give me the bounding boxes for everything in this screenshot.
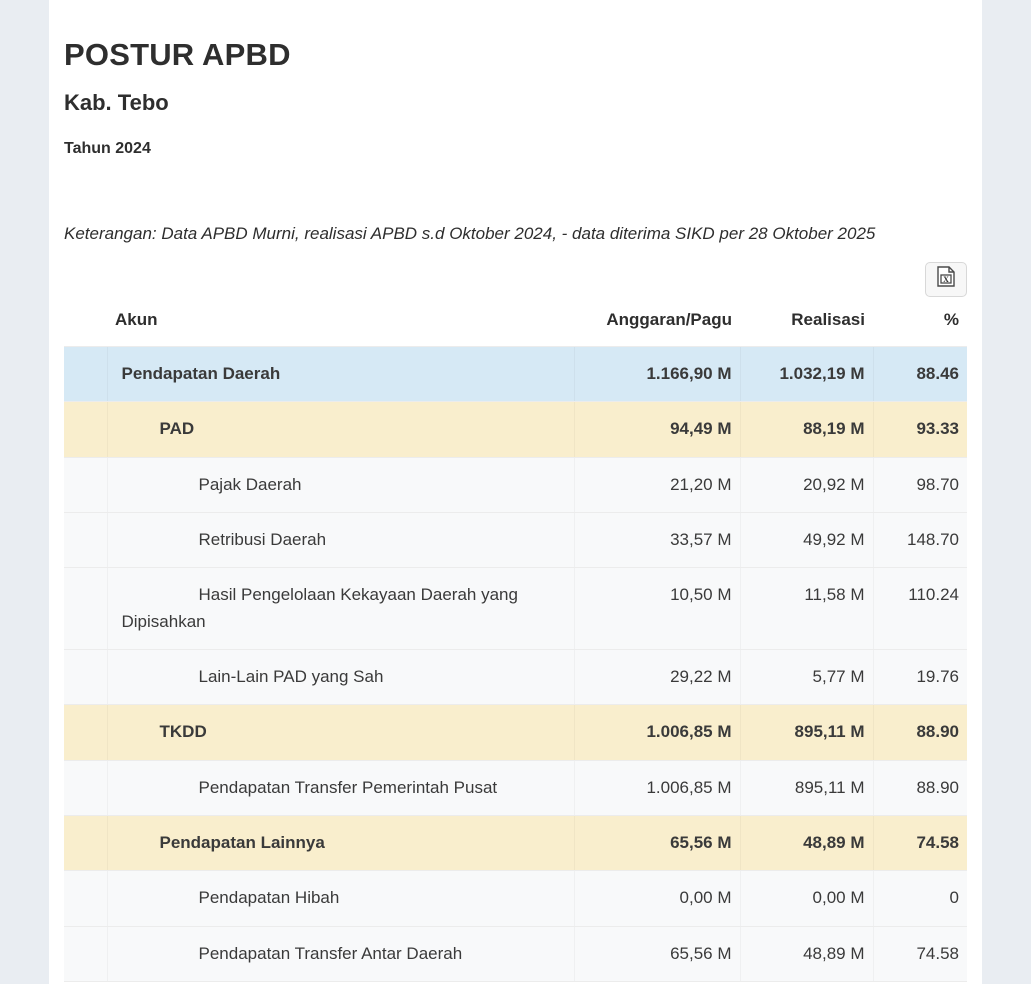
cell-anggaran: 10,50 M (574, 568, 740, 650)
export-excel-button[interactable] (925, 262, 967, 297)
cell-anggaran: 1.006,85 M (574, 760, 740, 815)
table-row[interactable] (64, 457, 967, 512)
excel-file-icon (937, 266, 955, 292)
header-anggaran[interactable]: Anggaran/Pagu (574, 300, 740, 347)
cell-anggaran: 94,49 M (574, 402, 740, 457)
table-row[interactable] (64, 512, 967, 567)
table-row[interactable] (64, 871, 967, 926)
cell-persen: 93.33 (873, 402, 967, 457)
cell-akun: Hasil Pengelolaan Kekayaan Daerah yang Dipisahkan (107, 568, 574, 650)
header-persen[interactable]: % (873, 300, 967, 347)
cell-anggaran: 65,56 M (574, 816, 740, 871)
header-realisasi[interactable]: Realisasi (740, 300, 873, 347)
header-akun[interactable]: Akun (107, 300, 574, 347)
cell-anggaran: 1.166,90 M (574, 346, 740, 401)
table-row[interactable] (64, 926, 967, 981)
table-row[interactable] (64, 705, 967, 760)
table-header-row (64, 300, 967, 347)
cell-persen: 88.46 (873, 346, 967, 401)
cell-anggaran: 29,22 M (574, 650, 740, 705)
row-indent-spacer (64, 346, 107, 401)
cell-akun: PAD (107, 402, 574, 457)
row-indent-spacer (64, 512, 107, 567)
row-indent-spacer (64, 760, 107, 815)
cell-akun: Pendapatan Lainnya (107, 816, 574, 871)
cell-persen: 148.70 (873, 512, 967, 567)
row-indent-spacer (64, 402, 107, 457)
cell-realisasi: 895,11 M (740, 760, 873, 815)
row-indent-spacer (64, 650, 107, 705)
row-indent-spacer (64, 457, 107, 512)
cell-persen: 98.70 (873, 457, 967, 512)
cell-persen: 74.58 (873, 926, 967, 981)
cell-anggaran: 33,57 M (574, 512, 740, 567)
postur-apbd-table (64, 300, 967, 982)
cell-realisasi: 48,89 M (740, 816, 873, 871)
cell-akun: Retribusi Daerah (107, 512, 574, 567)
cell-anggaran: 65,56 M (574, 926, 740, 981)
cell-akun: TKDD (107, 705, 574, 760)
cell-akun: Pendapatan Hibah (107, 871, 574, 926)
table-row[interactable] (64, 816, 967, 871)
row-indent-spacer (64, 705, 107, 760)
row-indent-spacer (64, 871, 107, 926)
table-header (64, 300, 967, 347)
cell-akun: Pendapatan Transfer Antar Daerah (107, 926, 574, 981)
row-indent-spacer (64, 926, 107, 981)
cell-persen: 0 (873, 871, 967, 926)
year-label: Tahun 2024 (64, 140, 151, 158)
cell-realisasi: 88,19 M (740, 402, 873, 457)
table-toolbar (64, 262, 967, 297)
cell-akun: Lain-Lain PAD yang Sah (107, 650, 574, 705)
cell-anggaran: 21,20 M (574, 457, 740, 512)
table-row[interactable] (64, 346, 967, 401)
header-spacer (64, 300, 107, 347)
cell-persen: 110.24 (873, 568, 967, 650)
cell-realisasi: 11,58 M (740, 568, 873, 650)
table-row[interactable] (64, 760, 967, 815)
svg-text:X: X (943, 275, 949, 285)
cell-persen: 19.76 (873, 650, 967, 705)
cell-anggaran: 0,00 M (574, 871, 740, 926)
cell-realisasi: 5,77 M (740, 650, 873, 705)
cell-persen: 88.90 (873, 760, 967, 815)
cell-persen: 74.58 (873, 816, 967, 871)
table-row[interactable] (64, 568, 967, 650)
cell-akun: Pendapatan Transfer Pemerintah Pusat (107, 760, 574, 815)
cell-anggaran: 1.006,85 M (574, 705, 740, 760)
cell-realisasi: 0,00 M (740, 871, 873, 926)
keterangan-note: Keterangan: Data APBD Murni, realisasi APBD s.d Oktober 2024, - data diterima SIKD per 28 Oktober 2025 (64, 224, 876, 244)
report-card (49, 0, 982, 984)
cell-realisasi: 895,11 M (740, 705, 873, 760)
report-header (64, 0, 967, 246)
cell-akun: Pajak Daerah (107, 457, 574, 512)
cell-realisasi: 48,89 M (740, 926, 873, 981)
page-title: POSTUR APBD (64, 37, 291, 72)
cell-realisasi: 49,92 M (740, 512, 873, 567)
table-row[interactable] (64, 650, 967, 705)
table-row[interactable] (64, 402, 967, 457)
cell-realisasi: 1.032,19 M (740, 346, 873, 401)
table-body (64, 346, 967, 981)
row-indent-spacer (64, 568, 107, 650)
cell-akun: Pendapatan Daerah (107, 346, 574, 401)
region-subtitle: Kab. Tebo (64, 89, 169, 115)
cell-realisasi: 20,92 M (740, 457, 873, 512)
row-indent-spacer (64, 816, 107, 871)
cell-persen: 88.90 (873, 705, 967, 760)
